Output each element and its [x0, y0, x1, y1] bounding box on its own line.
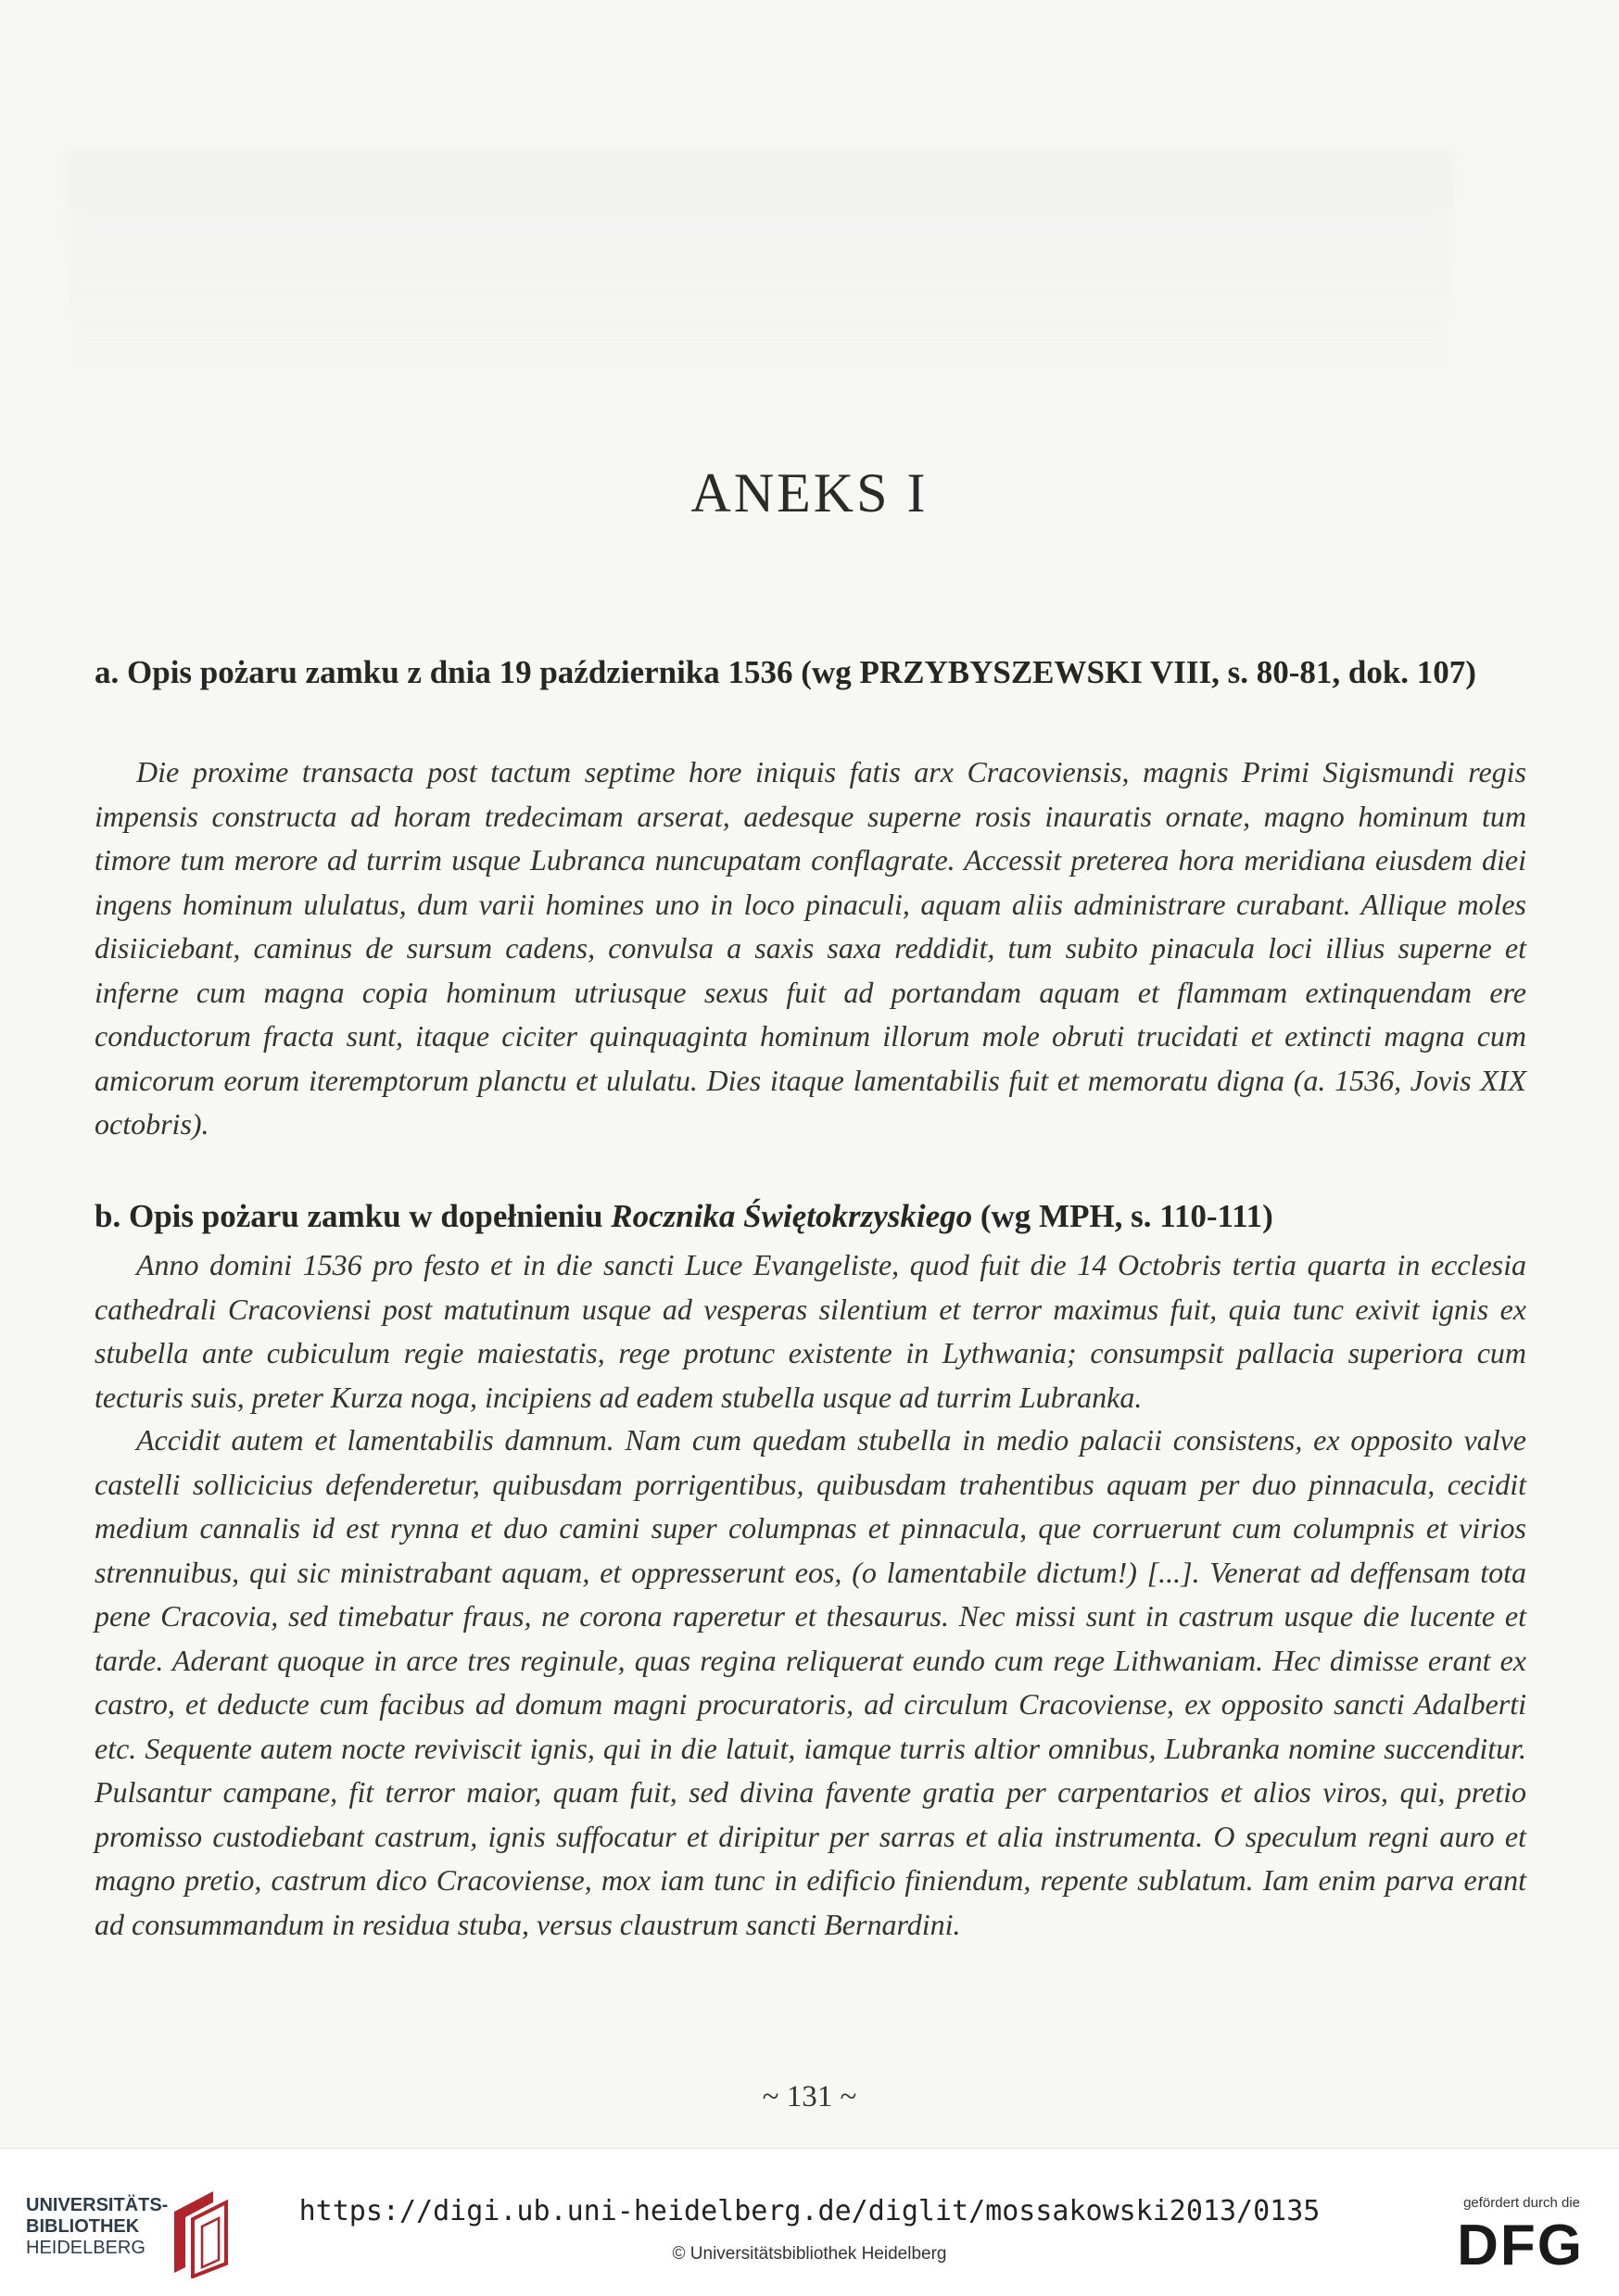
- section-b-heading: [95, 1194, 1526, 1238]
- library-name-line-2: BIBLIOTHEK: [26, 2216, 140, 2237]
- section-b-heading-title: Rocznika Świętokrzyskiego: [611, 1198, 973, 1234]
- section-b-heading-suffix: (wg MPH, s. 110-111): [972, 1198, 1273, 1234]
- section-b-paragraph-1: Anno domini 1536 pro festo et in die sancti Luce Evangeliste, quod fuit die 14 Octobris tertia quarta in ecclesia cathedrali Cracoviensi post matutinum usque ad vesperas silentium et terror maximus fuit, quia tunc exivit ignis ex stubella ante cubiculum regie maiestatis, rege protunc existente in Lythwania; consumpsit pallacia superiora cum tecturis suis, preter Kurza noga, incipiens ad eadem stubella usque ad turrim Lubranka.: [95, 1248, 1526, 1414]
- section-b-heading-prefix: b. Opis pożaru zamku w dopełnieniu: [95, 1198, 612, 1234]
- section-a-paragraph: Die proxime transacta post tactum septime hore iniquis fatis arx Cracoviensis, magnis Primi Sigismundi regis impensis constructa ad horam tredecimam arserat, aedesque superne rosis inauratis ornate, magno hominum tum timore tum merore ad turrim usque Lubranca nuncupatam conflagrate. Accessit preterea hora meridiana eiusdem diei ingens hominum ululatus, dum varii homines uno in loco pinaculi, aquam aliis administrare curabant. Allique moles disiiciebant, caminus de sursum cadens, convulsa a saxis saxa reddidit, tum subito pinacula loci illius superne et inferne cum magna copia hominum utriusque sexus fuit ad portandam aquam et flammam extinquendam ere conductorum fracta sunt, itaque ciciter quinquaginta hominum illorum mole obruti trucidati et extincti magna cum amicorum eorum iteremptorum planctu et ululatu. Dies itaque lamentabilis fuit et memoratu digna (a. 1536, Jovis XIX octobris).: [95, 755, 1526, 1141]
- show-through-bleed: [65, 148, 1455, 389]
- page-number: ~ 131 ~: [762, 2080, 857, 2113]
- page-title: ANEKS I: [690, 462, 929, 524]
- copyright-notice: © Universitätsbibliothek Heidelberg: [672, 2244, 947, 2264]
- library-name-line-1: UNIVERSITÄTS-: [26, 2195, 169, 2215]
- funding-note: gefördert durch die: [1463, 2195, 1580, 2211]
- dfg-logo[interactable]: DFG: [1457, 2214, 1584, 2277]
- digitization-footer: [0, 2148, 1619, 2296]
- library-name-line-3: HEIDELBERG: [26, 2238, 145, 2258]
- section-b-paragraph-2: Accidit autem et lamentabilis damnum. Nam cum quedam stubella in medio palacii consistens, ex opposito valve castelli sollicicius defenderetur, quibusdam porrigentibus, quibusdam trahentibus aquam per duo pinnacula, cecidit medium cannalis id est rynna et duo camini super columpnas et pinnacula, que corruerunt cum columpnis et virios strennuibus, qui sic ministrabant aquam, et oppresserunt eos, (o lamentabile dictum!) [...]. Venerat ad deffensam tota pene Cracovia, sed timebatur fraus, ne corona raperetur et thesaurus. Nec missi sunt in castrum usque die lucente et tarde. Aderant quoque in arce tres reginule, quas regina reliquerat eundo cum rege Lithwaniam. Hec dimisse erant ex castro, et deducte cum facibus ad domum magni procuratoris, ad circulum Cracoviense, ex opposito sancti Adalberti etc. Sequente autem nocte reviviscit ignis, qui in die latuit, iamque turris altior omnibus, Lubranka nomine succenditur. Pulsantur campane, fit terror maior, quam fuit, sed divina favente gratia per carpentarios et alios viros, qui, pretio promisso custodiebant castrum, ignis suffocatur et diripitur per sarras et alia instrumenta. O speculum regni auro et magno pretio, castrum dico Cracoviense, mox iam tunc in edificio finiendum, repente sublatum. Iam enim parva erant ad consummandum in residua stuba, versus claustrum sancti Bernardini.: [95, 1423, 1526, 1941]
- section-a-heading: a. Opis pożaru zamku z dnia 19 października 1536 (wg PRZYBYSZEWSKI VIII, s. 80-81, dok. 107): [95, 654, 1476, 690]
- source-url-link[interactable]: https://digi.ub.uni-heidelberg.de/diglit/mossakowski2013/0135: [298, 2195, 1321, 2227]
